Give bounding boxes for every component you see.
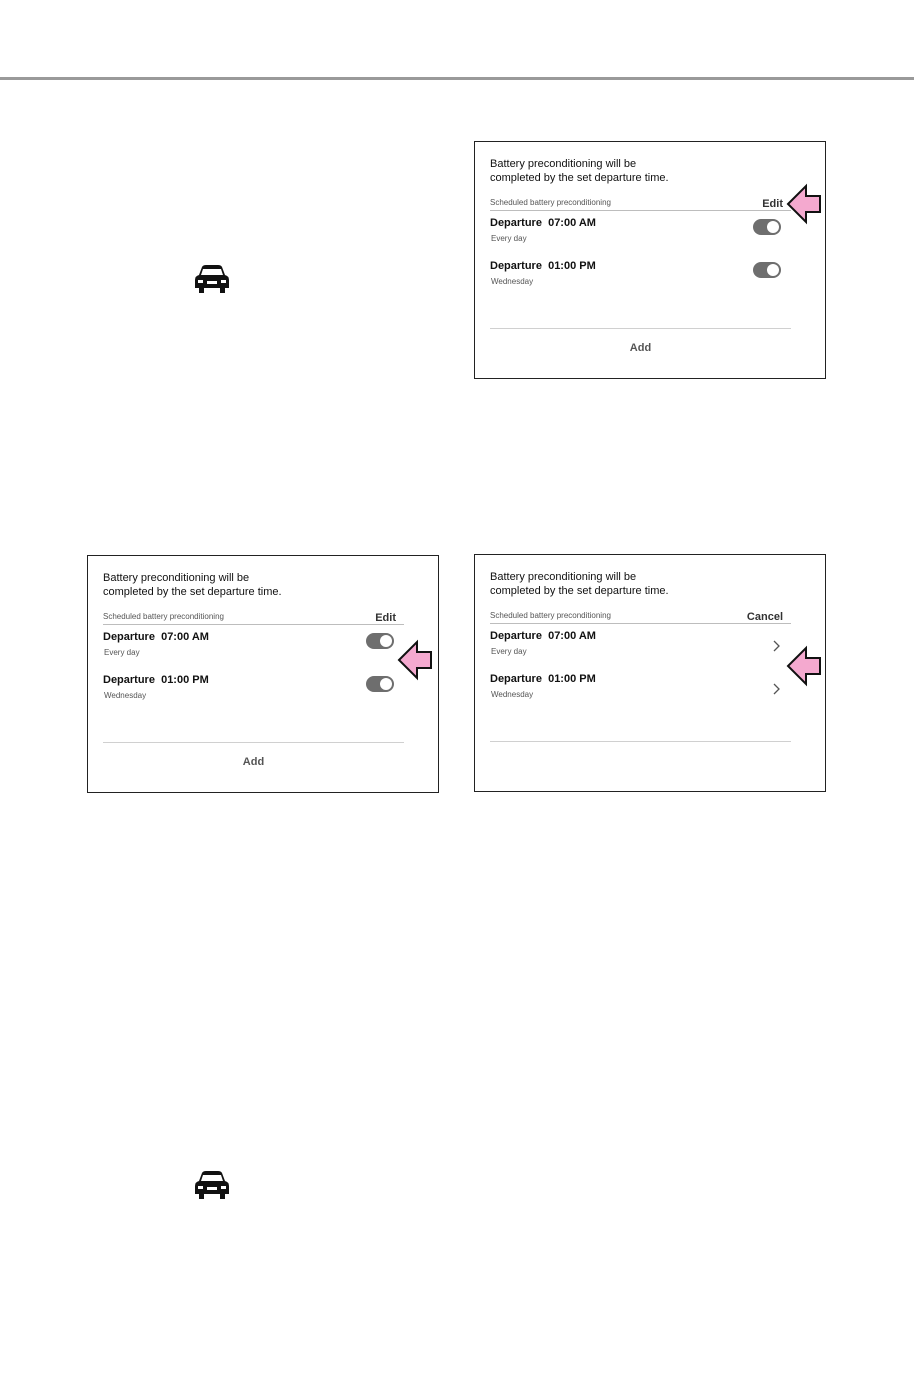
repeat-label: Wednesday <box>491 690 534 699</box>
list-item <box>103 631 404 667</box>
departure-time: Departure 07:00 AM <box>103 631 209 643</box>
list-item <box>103 674 404 710</box>
section-divider <box>490 210 791 211</box>
list-item <box>490 260 791 296</box>
repeat-label: Every day <box>491 647 527 656</box>
chevron-right-icon[interactable] <box>771 640 781 652</box>
pointer-arrow-icon <box>397 640 433 680</box>
cancel-button[interactable]: Cancel <box>746 611 783 623</box>
bottom-divider <box>490 741 791 742</box>
intro-line: completed by the set departure time. <box>490 585 669 597</box>
chevron-right-icon[interactable] <box>771 683 781 695</box>
intro-line: Battery preconditioning will be <box>103 572 250 584</box>
pointer-arrow-icon <box>786 184 822 224</box>
intro-line: completed by the set departure time. <box>490 172 669 184</box>
departure-time: Departure 01:00 PM <box>490 673 596 685</box>
intro-line: completed by the set departure time. <box>103 586 282 598</box>
intro-text <box>103 571 282 599</box>
repeat-label: Wednesday <box>104 691 147 700</box>
car-icon <box>193 1170 231 1200</box>
section-label: Scheduled battery preconditioning <box>490 198 611 207</box>
toggle-knob <box>767 264 779 276</box>
bottom-divider <box>490 328 791 329</box>
pointer-arrow-icon <box>786 646 822 686</box>
list-item[interactable] <box>490 630 791 666</box>
preconditioning-screen <box>474 141 826 379</box>
schedule-toggle[interactable] <box>366 676 394 692</box>
toggle-knob <box>380 635 392 647</box>
list-item <box>490 217 791 253</box>
schedule-toggle[interactable] <box>366 633 394 649</box>
section-divider <box>490 623 791 624</box>
departure-time: Departure 07:00 AM <box>490 630 596 642</box>
repeat-label: Every day <box>104 648 140 657</box>
preconditioning-screen <box>87 555 439 793</box>
intro-text <box>490 570 669 598</box>
repeat-label: Wednesday <box>491 277 534 286</box>
section-label: Scheduled battery preconditioning <box>490 611 611 620</box>
departure-time: Departure 01:00 PM <box>103 674 209 686</box>
add-button[interactable]: Add <box>242 756 265 768</box>
edit-button[interactable]: Edit <box>762 198 783 210</box>
intro-line: Battery preconditioning will be <box>490 571 637 583</box>
section-divider <box>103 624 404 625</box>
departure-time: Departure 07:00 AM <box>490 217 596 229</box>
toggle-knob <box>380 678 392 690</box>
intro-text <box>490 157 669 185</box>
intro-line: Battery preconditioning will be <box>490 158 637 170</box>
toggle-knob <box>767 221 779 233</box>
preconditioning-screen <box>474 554 826 792</box>
header-rule <box>0 77 914 80</box>
section-label: Scheduled battery preconditioning <box>103 612 224 621</box>
list-item[interactable] <box>490 673 791 709</box>
repeat-label: Every day <box>491 234 527 243</box>
schedule-toggle[interactable] <box>753 219 781 235</box>
add-button[interactable]: Add <box>629 342 652 354</box>
edit-button[interactable]: Edit <box>375 612 396 624</box>
schedule-toggle[interactable] <box>753 262 781 278</box>
car-icon <box>193 264 231 294</box>
departure-time: Departure 01:00 PM <box>490 260 596 272</box>
bottom-divider <box>103 742 404 743</box>
